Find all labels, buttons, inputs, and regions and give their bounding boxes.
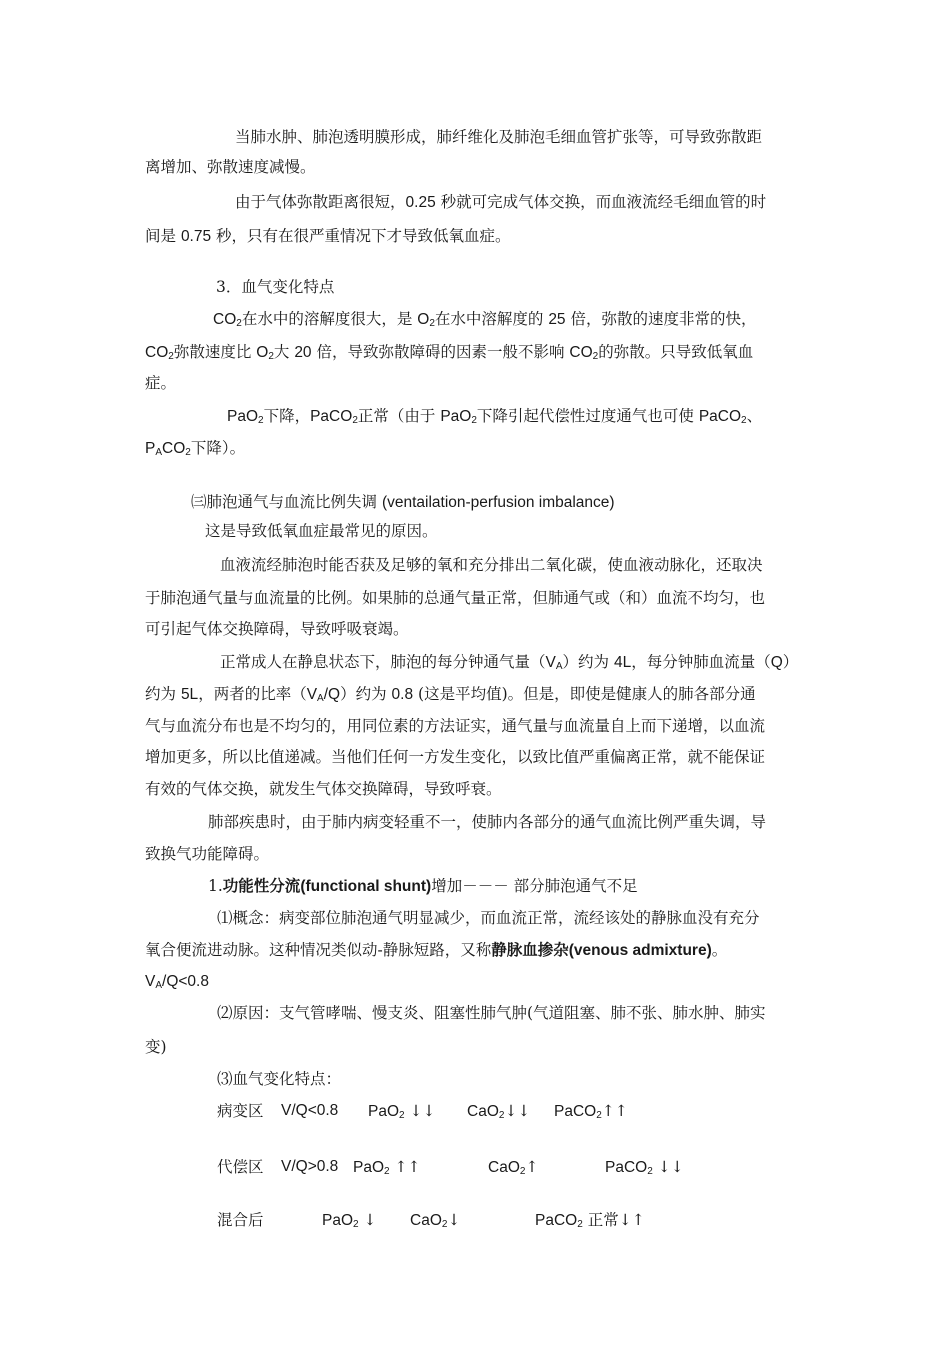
para-blood-flow-line2: 于肺泡通气量与血流量的比例。如果肺的总通气量正常，但肺通气或（和）血流不均匀，也 [145, 589, 766, 607]
row-paco2: PaCO$_2$ 正常↓↑ [535, 1211, 645, 1230]
row-cao2: CaO$_2$↓ [410, 1211, 461, 1230]
row-label: 病变区 [217, 1102, 264, 1120]
row-pao2: PaO$_2$ ↑↑ [353, 1158, 421, 1177]
para-diffusion-time-line1: 由于气体弥散距离很短，0.25 秒就可完成气体交换，而血液流经毛细血管的时 [235, 193, 767, 211]
row-paco2: PaCO$_2$ ↓↓ [605, 1158, 684, 1177]
para-blood-flow-line1: 血液流经肺泡时能否获及足够的氧和充分排出二氧化碳，使血液动脉化，还取决 [220, 556, 763, 574]
section-vq-subtitle: 这是导致低氧血症最常见的原因。 [205, 522, 438, 540]
para-co2-solubility-line1: $CO_2$在水中的溶解度很大，是 $O_2$在水中溶解度的 25 倍，弥散的速度非常的快， [213, 310, 757, 329]
cause-line2: 变) [145, 1038, 167, 1056]
para-diffusion-distance-line2: 离增加、弥散速度减慢。 [145, 158, 316, 176]
row-vq: V/Q<0.8 [281, 1102, 339, 1119]
para-lung-disease-line2: 致换气功能障碍。 [145, 845, 270, 863]
section-heading-blood-gas: 3．血气变化特点 [216, 278, 335, 296]
cause-line1: ⑵原因：支气管哮喘、慢支炎、阻塞性肺气肿(气道阻塞、肺不张、肺水肿、肺实 [217, 1004, 766, 1022]
para-normal-adult-line1: 正常成人在静息状态下，肺泡的每分钟通气量$(V_A)$约为 4L，每分钟肺血流量（Q） [220, 653, 799, 672]
row-vq: V/Q>0.8 [281, 1158, 339, 1175]
row-pao2: PaO$_2$ ↓ [322, 1211, 377, 1230]
para-normal-adult-line4: 增加更多，所以比值递减。当他们任何一方发生变化，以致比值严重偏离正常，就不能保证 [145, 748, 766, 766]
row-pao2: PaO$_2$ ↓↓ [368, 1102, 436, 1121]
para-pao2-decrease-line1: PaO$_2$下降，PaCO$_2$正常（由于 PaO$_2$下降引起代偿性过度通气也可使 PaCO$_2$、 [227, 407, 763, 426]
row-cao2: CaO$_2$↑ [488, 1158, 539, 1177]
para-co2-solubility-line2: $CO_2$弥散速度比 $O_2$大 20 倍，导致弥散障碍的因素一般不影响 $CO_2$的弥散。只导致低氧血 [145, 343, 754, 362]
row-paco2: PaCO$_2$↑↑ [554, 1102, 628, 1121]
subsection-functional-shunt: 1.功能性分流(functional shunt)增加－－－ 部分肺泡通气不足 [208, 876, 638, 895]
para-diffusion-distance-line1: 当肺水肿、肺泡透明膜形成，肺纤维化及肺泡毛细血管扩张等，可导致弥散距 [235, 128, 763, 146]
row-cao2: CaO$_2$↓↓ [467, 1102, 531, 1121]
concept-line2: 氧合便流进动脉。这种情况类似动-静脉短路，又称静脉血掺杂(venous admixture)。 [145, 940, 728, 959]
para-lung-disease-line1: 肺部疾患时，由于肺内病变轻重不一，使肺内各部分的通气血流比例严重失调，导 [208, 813, 767, 831]
para-normal-adult-line3: 气与血流分布也是不均匀的，用同位素的方法证实，通气量与血流量自上而下递增，以血流 [145, 717, 766, 735]
para-normal-adult-line2: 约为 5L，两者的比率$(V_A/Q)$约为 0.8 (这是平均值)。但是，即使是健康人的肺各部分通 [145, 685, 756, 704]
para-pao2-decrease-line2: $P_ACO_2$下降）。 [145, 439, 246, 458]
concept-vq-ratio: $V_A/Q<0.8$ [145, 973, 209, 991]
concept-line1: ⑴概念：病变部位肺泡通气明显减少，而血流正常，流经该处的静脉血没有充分 [217, 909, 760, 927]
para-diffusion-time-line2: 间是 0.75 秒，只有在很严重情况下才导致低氧血症。 [145, 227, 511, 245]
para-normal-adult-line5: 有效的气体交换，就发生气体交换障碍，导致呼衰。 [145, 780, 502, 798]
para-blood-flow-line3: 可引起气体交换障碍，导致呼吸衰竭。 [145, 620, 409, 638]
section-heading-vq-imbalance: ㈢肺泡通气与血流比例失调 (ventailation-perfusion imbalance) [191, 493, 615, 511]
blood-gas-heading: ⑶血气变化特点： [217, 1070, 342, 1088]
para-co2-solubility-line3: 症。 [145, 374, 177, 392]
row-label: 代偿区 [217, 1158, 264, 1176]
row-label: 混合后 [217, 1211, 264, 1229]
